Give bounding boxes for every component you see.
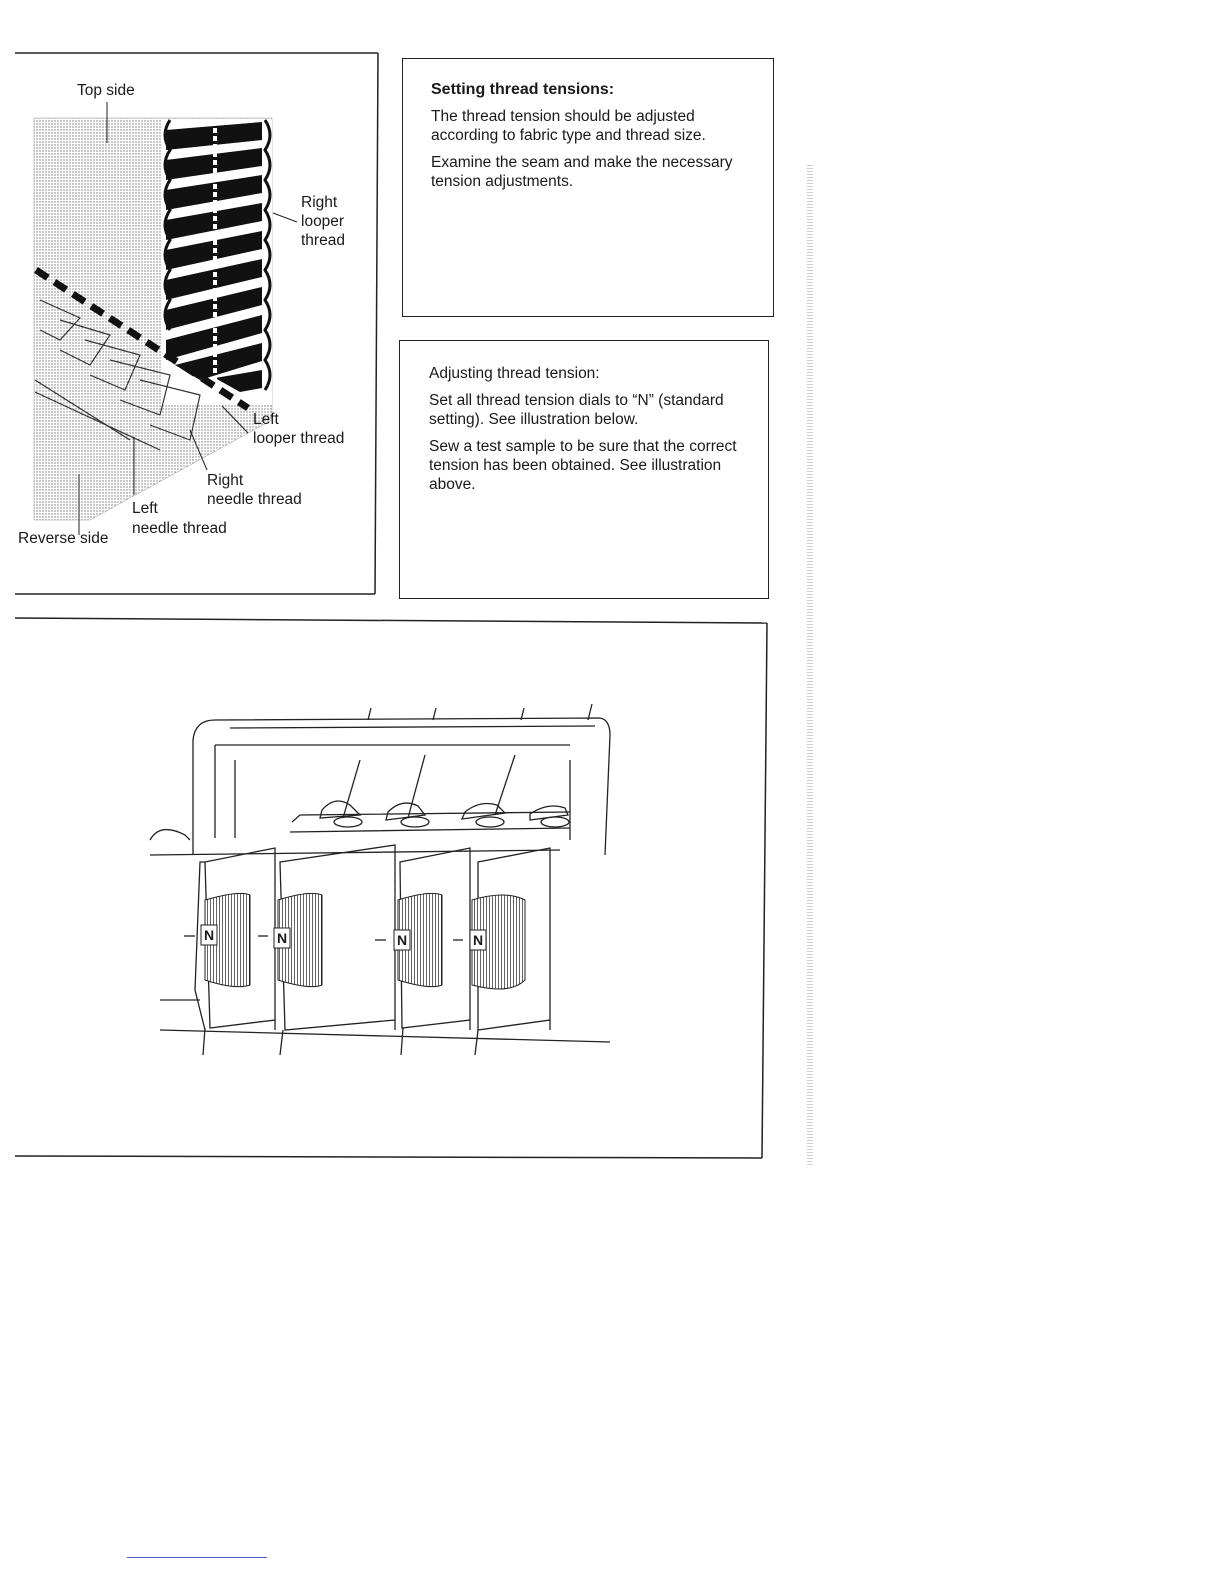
adjusting-tension-text: [429, 364, 749, 502]
setting-tensions-text: [431, 80, 761, 199]
adjusting-tension-para1: Set all thread tension dials to “N” (standard setting). See illustration below.: [429, 392, 724, 428]
tension-dials-drawing: [0, 600, 800, 1170]
dial-n-mark-3: N: [397, 932, 408, 948]
label-right-needle-thread: Right needle thread: [207, 472, 302, 508]
stitch-diagram-drawing: [0, 0, 400, 600]
setting-tensions-para2: Examine the seam and make the necessary tension adjustments.: [431, 154, 733, 190]
adjusting-tension-para2: Sew a test sample to be sure that the correct tension has been obtained. See illustration above.: [429, 438, 737, 493]
label-reverse-side: Reverse side: [18, 530, 109, 547]
machine-housing: [150, 704, 610, 1055]
setting-tensions-para1: The thread tension should be adjusted according to fabric type and thread size.: [431, 108, 706, 144]
setting-tensions-heading: Setting thread tensions:: [431, 81, 615, 98]
scan-edge-artifact: [807, 165, 813, 1165]
label-top-side: Top side: [77, 82, 135, 99]
label-left-looper-thread: Left looper thread: [253, 411, 345, 447]
label-left-word: Left: [132, 500, 158, 517]
adjusting-tension-heading: Adjusting thread tension:: [429, 365, 600, 382]
stitch-diagram-panel: [0, 0, 400, 600]
dial-n-mark-2: N: [277, 930, 288, 946]
bottom-rule: [127, 1557, 267, 1558]
dial-n-mark-1: N: [204, 927, 215, 943]
label-right-looper-thread: Right looper thread: [301, 194, 345, 249]
dial-n-mark-4: N: [473, 932, 484, 948]
dial-illustration-panel: [0, 600, 800, 1170]
label-needle-thread: needle thread: [132, 520, 227, 537]
